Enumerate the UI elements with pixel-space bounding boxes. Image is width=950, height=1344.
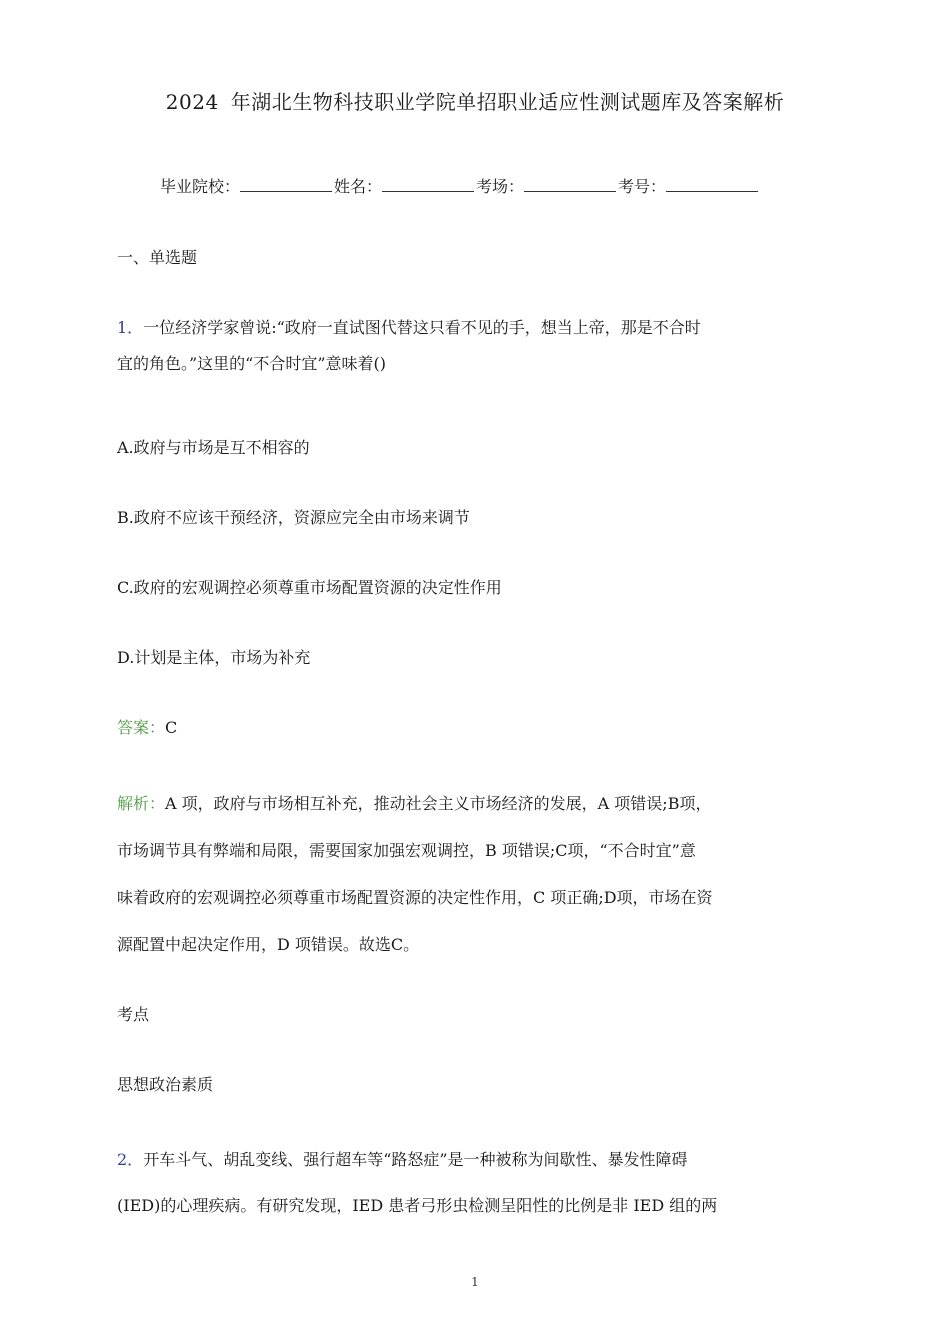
analysis-label: 解析： bbox=[117, 794, 166, 813]
question-2-stem-line-1: 开车斗气、胡乱变线、强行超车等“路怒症”是一种被称为间歇性、暴发性障碍 bbox=[143, 1150, 688, 1169]
answer-value: C bbox=[165, 718, 178, 737]
number-label: 考号： bbox=[618, 177, 667, 196]
document-title bbox=[0, 86, 950, 115]
section-heading: 一、单选题 bbox=[117, 248, 198, 267]
name-blank[interactable] bbox=[382, 177, 474, 192]
room-blank[interactable] bbox=[524, 177, 616, 192]
question-2-stem-line-2: (IED)的心理疾病。有研究发现，IED 患者弓形虫检测呈阳性的比例是非 IED 组的两 bbox=[117, 1196, 718, 1215]
school-label: 毕业院校： bbox=[160, 177, 241, 196]
analysis-line-2: 市场调节具有弊端和局限，需要国家加强宏观调控，B 项错误;C项，“不合时宜”意 bbox=[117, 841, 696, 860]
analysis-text-1: A 项，政府与市场相互补充，推动社会主义市场经济的发展，A 项错误;B项， bbox=[165, 794, 712, 813]
question-1-option-d: D.计划是主体，市场为补充 bbox=[117, 648, 311, 667]
question-1-option-c: C.政府的宏观调控必须尊重市场配置资源的决定性作用 bbox=[117, 578, 502, 597]
answer-label: 答案： bbox=[117, 718, 166, 737]
question-1-line-1 bbox=[117, 310, 835, 346]
question-1 bbox=[117, 310, 835, 382]
question-1-option-a: A.政府与市场是互不相容的 bbox=[117, 438, 310, 457]
title-year: 2024 bbox=[165, 90, 219, 114]
question-2-line-1 bbox=[117, 1137, 835, 1183]
question-2 bbox=[117, 1137, 835, 1229]
analysis-line-4: 源配置中起决定作用，D 项错误。故选C。 bbox=[117, 935, 420, 954]
room-label: 考场： bbox=[476, 177, 525, 196]
question-1-point-value: 思想政治素质 bbox=[117, 1075, 214, 1094]
question-1-option-b: B.政府不应该干预经济，资源应完全由市场来调节 bbox=[117, 508, 470, 527]
analysis-line-1 bbox=[117, 780, 835, 827]
question-1-answer bbox=[117, 710, 835, 746]
question-1-number: 1． bbox=[117, 318, 144, 337]
number-blank[interactable] bbox=[666, 177, 758, 192]
title-text: 年湖北生物科技职业学院单招职业适应性测试题库及答案解析 bbox=[230, 90, 785, 114]
exam-info-line bbox=[160, 174, 760, 197]
question-1-stem-line-1: 一位经济学家曾说:“政府一直试图代替这只看不见的手，想当上帝，那是不合时 bbox=[143, 318, 701, 337]
analysis-line-3: 味着政府的宏观调控必须尊重市场配置资源的决定性作用，C 项正确;D项，市场在资 bbox=[117, 888, 713, 907]
question-1-analysis bbox=[117, 780, 835, 968]
school-blank[interactable] bbox=[240, 177, 332, 192]
question-1-point-label: 考点 bbox=[117, 1005, 150, 1024]
page-number: 1 bbox=[471, 1275, 479, 1289]
question-1-stem-line-2: 宜的角色。”这里的“不合时宜”意味着() bbox=[117, 354, 387, 373]
name-label: 姓名： bbox=[334, 177, 383, 196]
question-2-number: 2． bbox=[117, 1150, 144, 1169]
